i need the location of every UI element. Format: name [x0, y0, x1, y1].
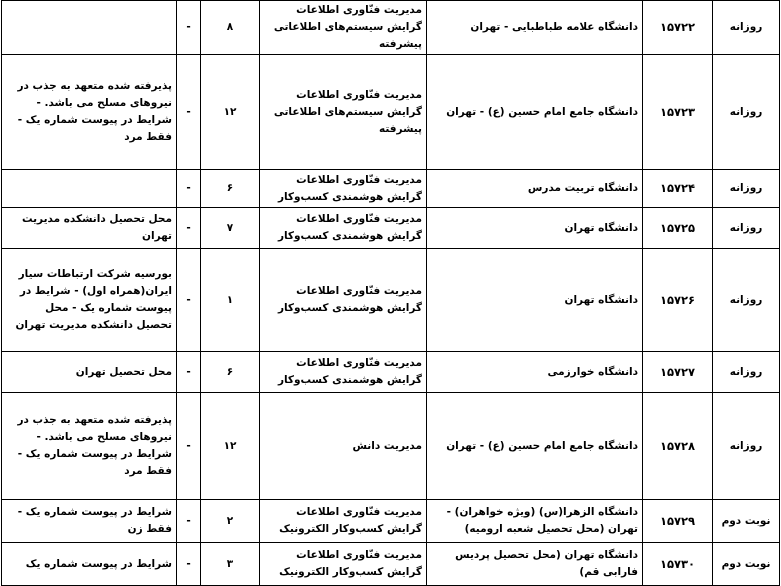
table-row	[2, 543, 780, 586]
field-of-study-cell: مدیریت فنّاوری اطلاعات گرایش کسب‌وکار الکترونیک	[260, 500, 427, 543]
table-row	[2, 249, 780, 352]
university-cell: دانشگاه علامه طباطبایی - تهران	[427, 1, 643, 55]
field-of-study-cell: مدیریت فنّاوری اطلاعات گرایش هوشمندی کسب‌وکار	[260, 208, 427, 249]
field-of-study-cell: مدیریت فنّاوری اطلاعات گرایش کسب‌وکار الکترونیک	[260, 543, 427, 586]
course-type-cell: نوبت دوم	[713, 543, 780, 586]
program-code-cell: ۱۵۷۳۰	[643, 543, 713, 586]
university-cell: دانشگاه الزهرا(س) (ویژه خواهران) - تهران (محل تحصیل شعبه ارومیه)	[427, 500, 643, 543]
program-code-cell: ۱۵۷۲۸	[643, 393, 713, 500]
course-type-cell: روزانه	[713, 249, 780, 352]
capacity-cell: ۶	[201, 352, 260, 393]
table-row	[2, 170, 780, 208]
program-code-cell: ۱۵۷۲۳	[643, 55, 713, 170]
field-of-study-cell: مدیریت فنّاوری اطلاعات گرایش سیستم‌های اطلاعاتی پیشرفته	[260, 1, 427, 55]
field-of-study-cell: مدیریت فنّاوری اطلاعات گرایش هوشمندی کسب‌وکار	[260, 352, 427, 393]
table-row	[2, 55, 780, 170]
dash-cell: -	[177, 393, 201, 500]
program-code-cell: ۱۵۷۲۷	[643, 352, 713, 393]
program-code-cell: ۱۵۷۲۴	[643, 170, 713, 208]
notes-cell: شرایط در پیوست شماره یک	[2, 543, 177, 586]
dash-cell: -	[177, 1, 201, 55]
dash-cell: -	[177, 249, 201, 352]
notes-cell	[2, 170, 177, 208]
program-code-cell: ۱۵۷۲۵	[643, 208, 713, 249]
course-type-cell: روزانه	[713, 1, 780, 55]
course-type-cell: روزانه	[713, 55, 780, 170]
table-row	[2, 500, 780, 543]
university-cell: دانشگاه جامع امام حسین (ع) - تهران	[427, 393, 643, 500]
dash-cell: -	[177, 55, 201, 170]
dash-cell: -	[177, 500, 201, 543]
programs-table	[1, 0, 780, 586]
course-type-cell: روزانه	[713, 208, 780, 249]
university-cell: دانشگاه تهران	[427, 249, 643, 352]
capacity-cell: ۳	[201, 543, 260, 586]
field-of-study-cell: مدیریت دانش	[260, 393, 427, 500]
capacity-cell: ۲	[201, 500, 260, 543]
course-type-cell: روزانه	[713, 170, 780, 208]
course-type-cell: روزانه	[713, 393, 780, 500]
dash-cell: -	[177, 208, 201, 249]
notes-cell: پذیرفته شده متعهد به جذب در نیروهای مسلح می باشد. - شرایط در پیوست شماره یک - فقط مرد	[2, 393, 177, 500]
university-cell: دانشگاه تربیت مدرس	[427, 170, 643, 208]
table-row	[2, 393, 780, 500]
capacity-cell: ۸	[201, 1, 260, 55]
program-code-cell: ۱۵۷۲۲	[643, 1, 713, 55]
capacity-cell: ۶	[201, 170, 260, 208]
table-row	[2, 1, 780, 55]
program-code-cell: ۱۵۷۲۹	[643, 500, 713, 543]
capacity-cell: ۱۲	[201, 393, 260, 500]
program-code-cell: ۱۵۷۲۶	[643, 249, 713, 352]
university-cell: دانشگاه خوارزمی	[427, 352, 643, 393]
dash-cell: -	[177, 170, 201, 208]
notes-cell: محل تحصیل دانشکده مدیریت تهران	[2, 208, 177, 249]
field-of-study-cell: مدیریت فنّاوری اطلاعات گرایش سیستم‌های اطلاعاتی پیشرفته	[260, 55, 427, 170]
notes-cell: بورسیه شرکت ارتباطات سیار ایران(همراه اول) - شرایط در پیوست شماره یک - محل تحصیل دانشکده مدیریت تهران	[2, 249, 177, 352]
notes-cell	[2, 1, 177, 55]
course-type-cell: روزانه	[713, 352, 780, 393]
university-cell: دانشگاه تهران	[427, 208, 643, 249]
field-of-study-cell: مدیریت فنّاوری اطلاعات گرایش هوشمندی کسب‌وکار	[260, 249, 427, 352]
notes-cell: پذیرفته شده متعهد به جذب در نیروهای مسلح می باشد. - شرایط در پیوست شماره یک - فقط مرد	[2, 55, 177, 170]
table-row	[2, 352, 780, 393]
notes-cell: شرایط در پیوست شماره یک - فقط زن	[2, 500, 177, 543]
capacity-cell: ۷	[201, 208, 260, 249]
university-cell: دانشگاه تهران (محل تحصیل پردیس فارابی قم)	[427, 543, 643, 586]
university-cell: دانشگاه جامع امام حسین (ع) - تهران	[427, 55, 643, 170]
course-type-cell: نوبت دوم	[713, 500, 780, 543]
capacity-cell: ۱۲	[201, 55, 260, 170]
table-row	[2, 208, 780, 249]
field-of-study-cell: مدیریت فنّاوری اطلاعات گرایش هوشمندی کسب‌وکار	[260, 170, 427, 208]
capacity-cell: ۱	[201, 249, 260, 352]
dash-cell: -	[177, 543, 201, 586]
dash-cell: -	[177, 352, 201, 393]
notes-cell: محل تحصیل تهران	[2, 352, 177, 393]
